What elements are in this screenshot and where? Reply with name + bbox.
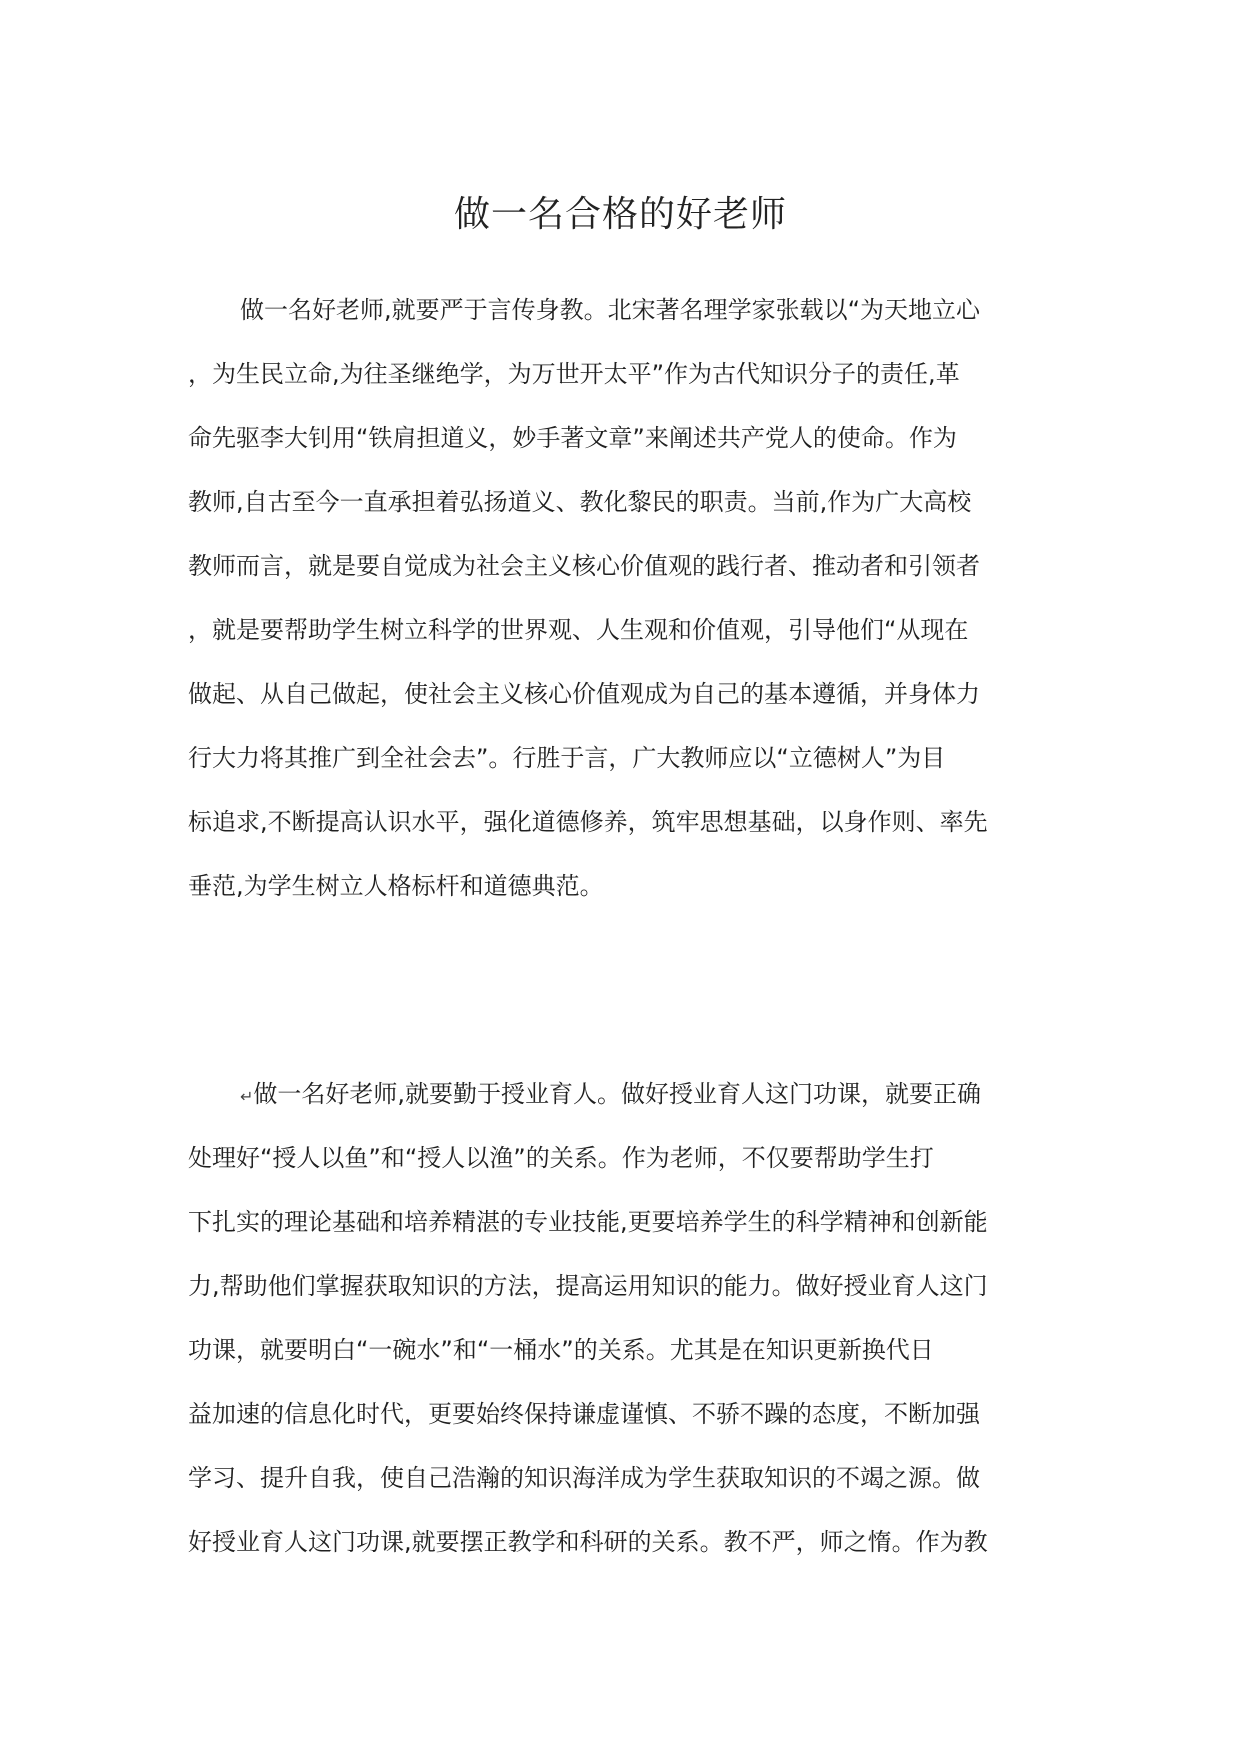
paragraph-line: 教师,自古至今一直承担着弘扬道义、教化黎民的职责。当前,作为广大高校	[188, 488, 972, 516]
paragraph-line: 命先驱李大钊用“铁肩担道义，妙手著文章”来阐述共产党人的使命。作为	[188, 424, 957, 452]
paragraph-line: 处理好“授人以鱼”和“授人以渔”的关系。作为老师，不仅要帮助学生打	[188, 1144, 934, 1172]
paragraph-line: 做起、从自己做起，使社会主义核心价值观成为自己的基本遵循，并身体力	[188, 680, 980, 708]
paragraph-line: ，为生民立命,为往圣继绝学，为万世开太平”作为古代知识分子的责任,革	[188, 360, 960, 388]
paragraph-line: 教师而言，就是要自觉成为社会主义核心价值观的践行者、推动者和引领者	[188, 552, 980, 580]
paragraph-mark-icon: ↵	[240, 1087, 254, 1106]
paragraph-line: 垂范,为学生树立人格标杆和道德典范。	[188, 872, 604, 900]
paragraph-line: 学习、提升自我，使自己浩瀚的知识海洋成为学生获取知识的不竭之源。做	[188, 1464, 980, 1492]
paragraph-first-line	[188, 1062, 1055, 1126]
paragraph-line: ，就是要帮助学生树立科学的世界观、人生观和价值观，引导他们“从现在	[188, 616, 969, 644]
paragraph-line: 做一名好老师,就要严于言传身教。北宋著名理学家张载以“为天地立心	[240, 296, 981, 324]
paragraph-line: 好授业育人这门功课,就要摆正教学和科研的关系。教不严，师之惰。作为教	[188, 1528, 988, 1556]
paragraph-line: 功课，就要明白“一碗水”和“一桶水”的关系。尤其是在知识更新换代日	[188, 1336, 934, 1364]
paragraph-line: 标追求,不断提高认识水平，强化道德修养，筑牢思想基础，以身作则、率先	[188, 808, 988, 836]
paragraph-line: 行大力将其推广到全社会去”。行胜于言，广大教师应以“立德树人”为目	[188, 744, 946, 772]
document-title: 做一名合格的好老师	[453, 194, 787, 235]
paragraph-line: 下扎实的理论基础和培养精湛的专业技能,更要培养学生的科学精神和创新能	[188, 1208, 988, 1236]
paragraph-2	[188, 1062, 1055, 1574]
paragraph-line: 益加速的信息化时代，更要始终保持谦虚谨慎、不骄不躁的态度，不断加强	[188, 1400, 980, 1428]
paragraph-1	[188, 278, 1055, 918]
paragraph-line-text: 做一名好老师,就要勤于授业育人。做好授业育人这门功课，就要正确	[253, 1080, 982, 1108]
paragraph-line: 力,帮助他们掌握获取知识的方法，提高运用知识的能力。做好授业育人这门	[188, 1272, 988, 1300]
